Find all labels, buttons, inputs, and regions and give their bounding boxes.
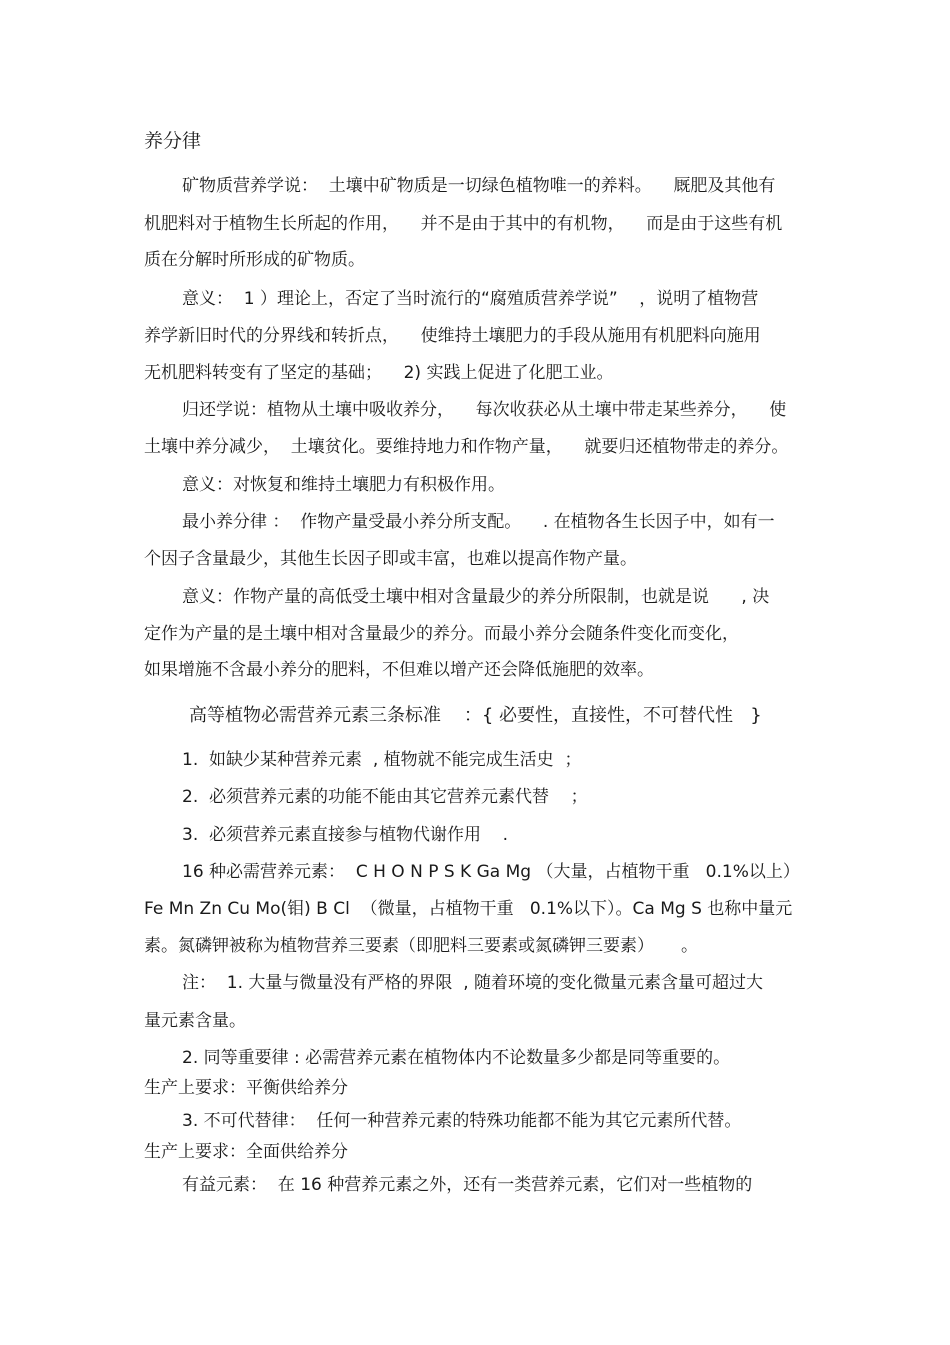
text-line: 意义：对恢复和维持土壤肥力有积极作用。 <box>182 475 505 495</box>
text-line: 量元素含量。 <box>144 1011 246 1031</box>
text-line: 生产上要求：平衡供给养分 <box>144 1078 348 1098</box>
text-line: 定作为产量的是土壤中相对含量最少的养分。而最小养分会随条件变化而变化， <box>144 624 739 644</box>
list-item: 3. 必须营养元素直接参与植物代谢作用 . <box>182 825 509 845</box>
section-title: 养分律 <box>144 130 202 152</box>
text-line: 最小养分律 ： 作物产量受最小养分所支配。 . 在植物各生长因子中，如有一 <box>182 512 775 532</box>
text-line: 生产上要求：全面供给养分 <box>144 1142 348 1162</box>
text-line: 有益元素： 在 16 种营养元素之外，还有一类营养元素，它们对一些植物的 <box>182 1175 753 1195</box>
text-line: 2. 同等重要律 : 必需营养元素在植物体内不论数量多少都是同等重要的。 <box>182 1048 731 1068</box>
text-line: 土壤中养分减少， 土壤贫化。要维持地力和作物产量， 就要归还植物带走的养分。 <box>144 437 789 457</box>
list-item: 1. 如缺少某种营养元素 , 植物就不能完成生活史 ； <box>182 750 582 770</box>
text-line: 16 种必需营养元素： C H O N P S K Ga Mg （大量，占植物干重 0.1%以上） <box>182 862 800 882</box>
text-line: 归还学说：植物从土壤中吸收养分， 每次收获必从土壤中带走某些养分， 使 <box>182 400 787 420</box>
text-line: 无机肥料转变有了坚定的基础； 2) 实践上促进了化肥工业。 <box>144 363 614 383</box>
text-line: 如果增施不含最小养分的肥料，不但难以增产还会降低施肥的效率。 <box>144 660 654 680</box>
text-line: 质在分解时所形成的矿物质。 <box>144 250 365 270</box>
criteria-heading: 高等植物必需营养元素三条标准 ：{ 必要性，直接性，不可替代性 } <box>189 705 762 726</box>
text-line: 养学新旧时代的分界线和转折点， 使维持土壤肥力的手段从施用有机肥料向施用 <box>144 326 761 346</box>
text-line: 意义：作物产量的高低受土壤中相对含量最少的养分所限制，也就是说 , 决 <box>182 587 770 607</box>
text-line: Fe Mn Zn Cu Mo(钼) B Cl （微量，占植物干重 0.1%以下）。Ca Mg S 也称中量元 <box>144 899 793 919</box>
text-line: 注： 1. 大量与微量没有严格的界限 , 随着环境的变化微量元素含量可超过大 <box>182 973 764 993</box>
text-line: 机肥料对于植物生长所起的作用， 并不是由于其中的有机物， 而是由于这些有机 <box>144 214 783 234</box>
list-item: 2. 必须营养元素的功能不能由其它营养元素代替 ； <box>182 787 588 807</box>
text-line: 个因子含量最少，其他生长因子即或丰富，也难以提高作物产量。 <box>144 549 637 569</box>
text-line: 意义： 1 ）理论上，否定了当时流行的“腐殖质营养学说” ，说明了植物营 <box>182 289 759 309</box>
text-line: 素。氮磷钾被称为植物营养三要素（即肥料三要素或氮磷钾三要素） 。 <box>144 936 699 956</box>
text-line: 矿物质营养学说： 土壤中矿物质是一切绿色植物唯一的养料。 厩肥及其他有 <box>182 176 776 196</box>
text-line: 3. 不可代替律： 任何一种营养元素的特殊功能都不能为其它元素所代替。 <box>182 1111 742 1131</box>
